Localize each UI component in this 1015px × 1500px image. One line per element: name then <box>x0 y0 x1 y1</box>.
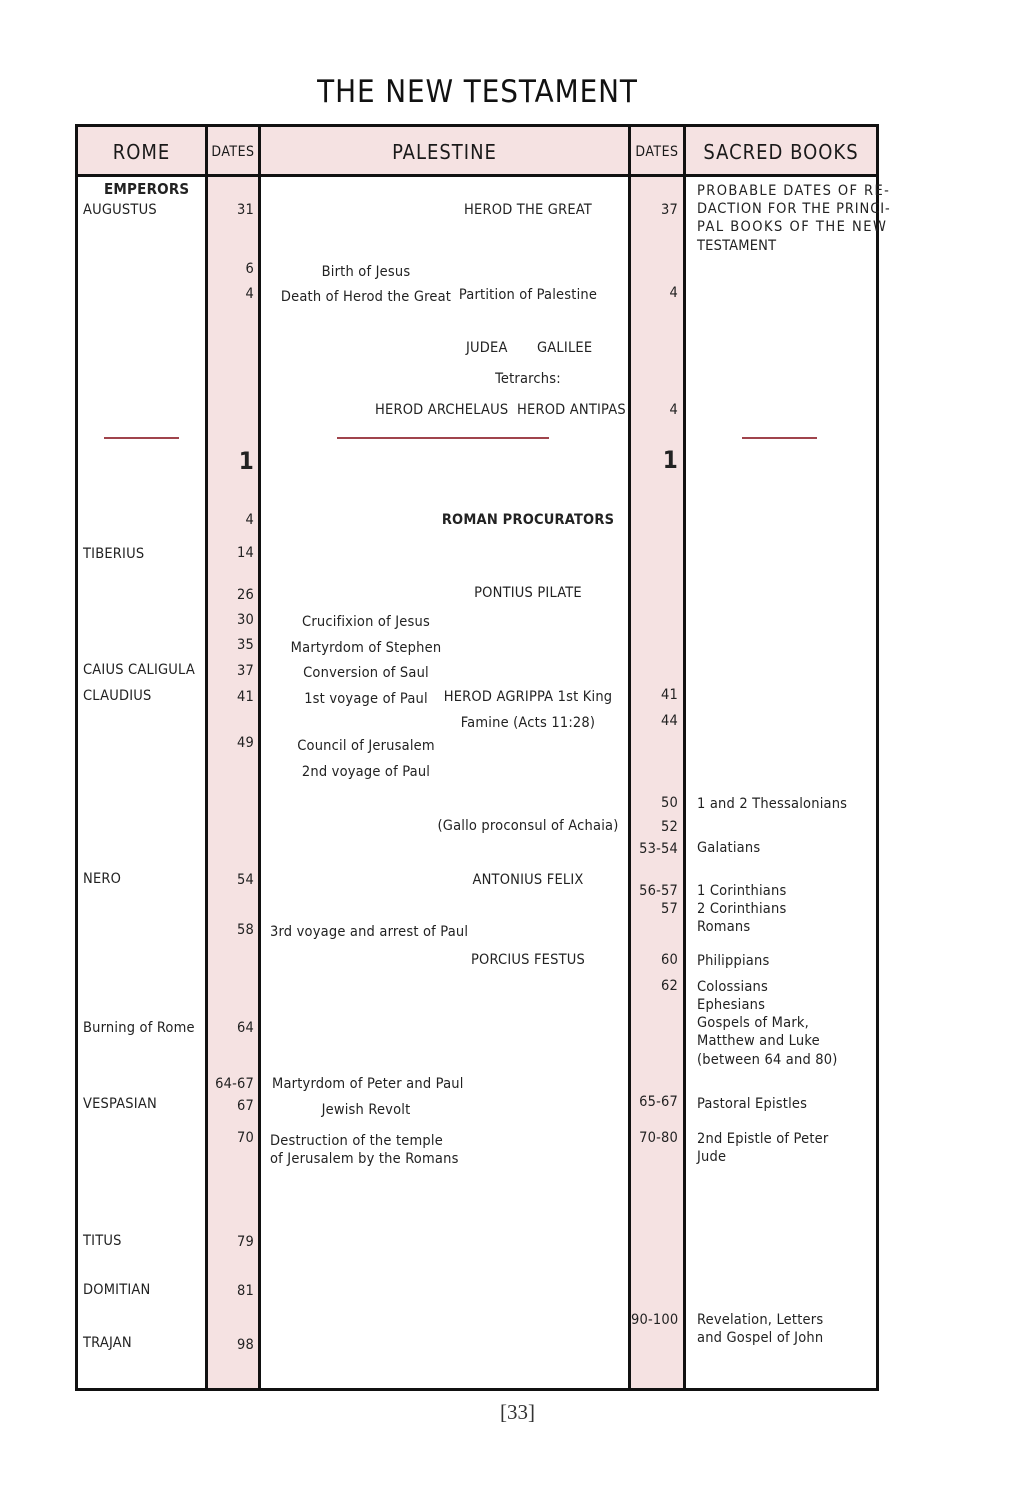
date-right: 57 <box>661 901 678 917</box>
date-right: 44 <box>661 713 678 729</box>
herod-agrippa: HEROD AGRIPPA 1st King <box>443 689 613 705</box>
date-right: 4 <box>669 402 678 418</box>
emperor-augustus: AUGUSTUS <box>83 202 157 218</box>
page-title: THE NEW TESTAMENT <box>317 74 638 110</box>
book-revelation: Revelation, Letters <box>697 1312 824 1328</box>
date-right: 70-80 <box>639 1130 678 1146</box>
tetrarchs: Tetrarchs: <box>495 371 561 387</box>
header-sacred-books: SACRED BOOKS <box>703 140 859 164</box>
header-dates-right: DATES <box>635 144 679 160</box>
date-right: 90-100 <box>631 1312 679 1328</box>
date-right-year-one: 1 <box>662 446 678 474</box>
book-2-peter: 2nd Epistle of Peter <box>697 1131 829 1147</box>
book-gospels-3: (between 64 and 80) <box>697 1052 838 1068</box>
antonius-felix: ANTONIUS FELIX <box>472 872 584 888</box>
date-left: 41 <box>237 689 254 705</box>
date-left: 49 <box>237 735 254 751</box>
galilee: GALILEE <box>537 340 593 356</box>
header-dates-left: DATES <box>211 144 255 160</box>
jewish-revolt: Jewish Revolt <box>321 1102 411 1118</box>
emperor-domitian: DOMITIAN <box>83 1282 151 1298</box>
book-2-corinthians: 2 Corinthians <box>697 901 787 917</box>
book-ephesians: Ephesians <box>697 997 766 1013</box>
book-gospels: Gospels of Mark, <box>697 1015 809 1031</box>
book-revelation-2: and Gospel of John <box>697 1330 824 1346</box>
era-divider-rome <box>104 437 179 439</box>
crucifixion: Crucifixion of Jesus <box>302 614 430 630</box>
date-left: 37 <box>237 663 254 679</box>
book-colossians: Colossians <box>697 979 768 995</box>
emperor-titus: TITUS <box>83 1233 122 1249</box>
date-left: 98 <box>237 1337 254 1353</box>
date-right: 65-67 <box>639 1094 678 1110</box>
era-divider-books <box>742 437 817 439</box>
table-frame <box>75 124 879 1391</box>
date-left: 58 <box>237 922 254 938</box>
date-left: 67 <box>237 1098 254 1114</box>
herod-the-great: HEROD THE GREAT <box>464 202 592 218</box>
date-left: 81 <box>237 1283 254 1299</box>
date-right: 62 <box>661 978 678 994</box>
death-of-herod: Death of Herod the Great <box>280 289 452 305</box>
book-gospels-2: Matthew and Luke <box>697 1033 820 1049</box>
partition-of-palestine: Partition of Palestine <box>458 287 598 303</box>
gallo-proconsul: (Gallo proconsul of Achaia) <box>437 818 619 834</box>
date-right: 4 <box>669 285 678 301</box>
emperors-heading: EMPERORS <box>104 180 190 198</box>
date-right: 60 <box>661 952 678 968</box>
pontius-pilate: PONTIUS PILATE <box>474 585 582 601</box>
date-left: 6 <box>245 261 254 277</box>
book-jude: Jude <box>697 1149 727 1165</box>
sacred-books-intro: TESTAMENT <box>697 238 777 254</box>
emperor-nero: NERO <box>83 871 122 887</box>
sacred-books-intro: PAL BOOKS OF THE NEW <box>697 219 888 235</box>
date-right: 56-57 <box>639 883 678 899</box>
council-jerusalem: Council of Jerusalem <box>297 738 435 754</box>
book-romans: Romans <box>697 919 751 935</box>
date-right: 41 <box>661 687 678 703</box>
roman-procurators: ROMAN PROCURATORS <box>441 512 615 528</box>
judea: JUDEA <box>466 340 508 356</box>
date-left: 26 <box>237 587 254 603</box>
book-galatians: Galatians <box>697 840 761 856</box>
destruction-temple: Destruction of the temple <box>270 1133 443 1149</box>
emperor-claudius: CLAUDIUS <box>83 688 152 704</box>
book-1-corinthians: 1 Corinthians <box>697 883 787 899</box>
sacred-books-intro: PROBABLE DATES OF RE- <box>697 183 891 199</box>
date-left: 79 <box>237 1234 254 1250</box>
date-left: 30 <box>237 612 254 628</box>
destruction-temple-2: of Jerusalem by the Romans <box>270 1151 459 1167</box>
herod-archelaus: HEROD ARCHELAUS <box>375 402 509 418</box>
herod-antipas: HEROD ANTIPAS <box>517 402 626 418</box>
date-right: 52 <box>661 819 678 835</box>
date-left: 4 <box>245 286 254 302</box>
first-voyage-paul: 1st voyage of Paul <box>304 691 428 707</box>
second-voyage-paul: 2nd voyage of Paul <box>301 764 431 780</box>
third-voyage-paul: 3rd voyage and arrest of Paul <box>270 924 469 940</box>
book-pastoral-epistles: Pastoral Epistles <box>697 1096 808 1112</box>
emperor-tiberius: TIBERIUS <box>83 546 145 562</box>
martyrdom-peter-paul: Martyrdom of Peter and Paul <box>272 1076 464 1092</box>
conversion-saul: Conversion of Saul <box>303 665 429 681</box>
date-left: 4 <box>245 512 254 528</box>
header-palestine: PALESTINE <box>392 140 497 164</box>
emperor-trajan: TRAJAN <box>83 1335 132 1351</box>
emperor-vespasian: VESPASIAN <box>83 1096 157 1112</box>
date-left: 54 <box>237 872 254 888</box>
sacred-books-intro: DACTION FOR THE PRINCI- <box>697 201 891 217</box>
porcius-festus: PORCIUS FESTUS <box>470 952 586 968</box>
date-right: 37 <box>661 202 678 218</box>
header-rome: ROME <box>112 140 171 164</box>
date-left: 35 <box>237 637 254 653</box>
date-left: 70 <box>237 1130 254 1146</box>
event-burning-of-rome: Burning of Rome <box>83 1020 195 1036</box>
famine: Famine (Acts 11:28) <box>460 715 596 731</box>
martyrdom-stephen: Martyrdom of Stephen <box>290 640 442 656</box>
birth-of-jesus: Birth of Jesus <box>321 264 411 280</box>
page-number: [33] <box>500 1400 535 1424</box>
book-thessalonians: 1 and 2 Thessalonians <box>697 796 848 812</box>
date-left: 31 <box>237 202 254 218</box>
date-right: 50 <box>661 795 678 811</box>
date-right: 53-54 <box>639 841 678 857</box>
date-left: 14 <box>237 545 254 561</box>
era-divider-palestine <box>337 437 549 439</box>
date-left-year-one: 1 <box>238 447 254 475</box>
book-philippians: Philippians <box>697 953 770 969</box>
emperor-caligula: CAIUS CALIGULA <box>83 662 195 678</box>
date-left: 64-67 <box>215 1076 254 1092</box>
date-left: 64 <box>237 1020 254 1036</box>
